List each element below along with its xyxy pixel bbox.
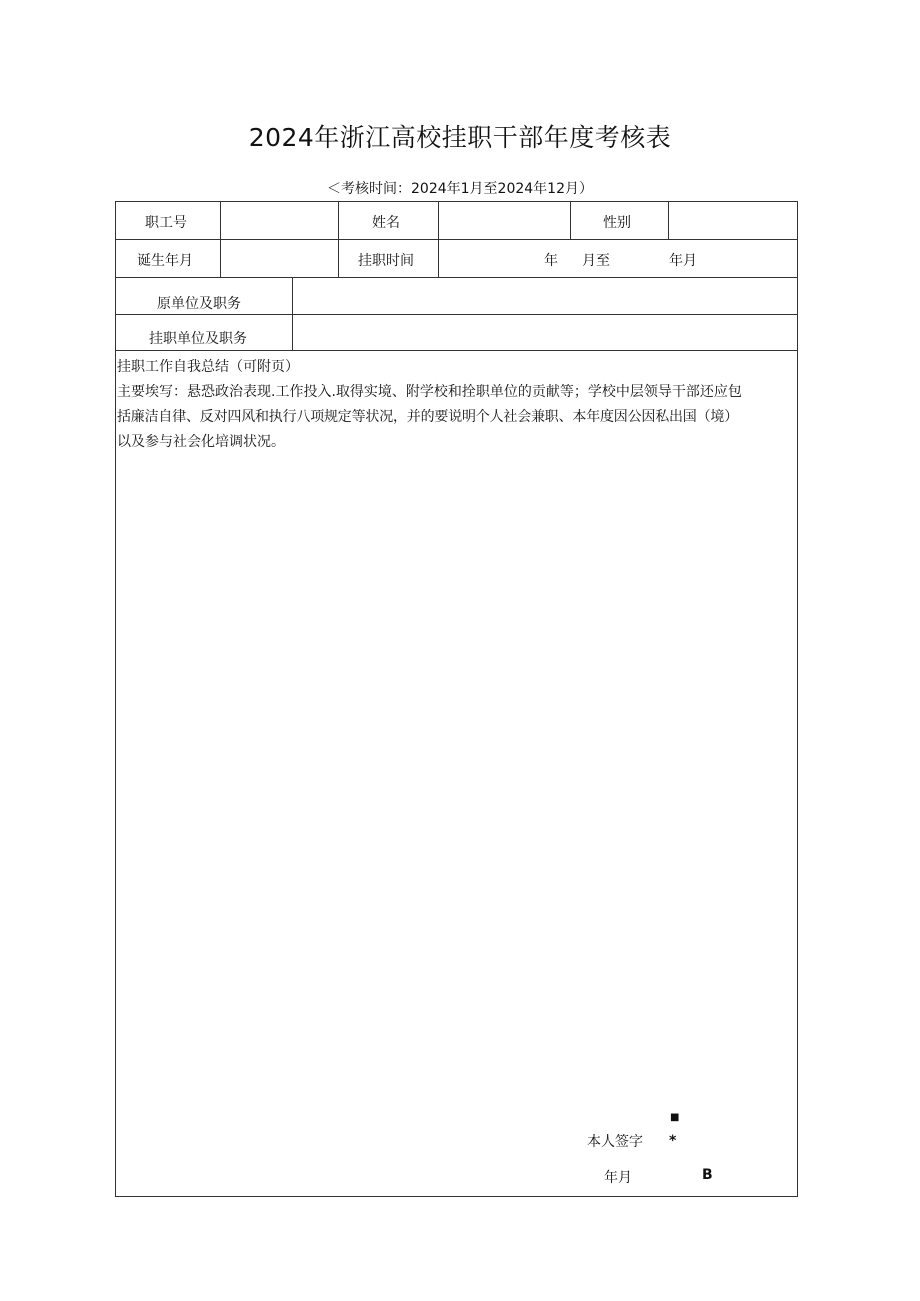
name-field[interactable] [439, 202, 570, 239]
term-year-text: 年 [544, 253, 558, 269]
birth-date-field[interactable] [221, 240, 338, 277]
original-unit-field[interactable] [293, 278, 797, 314]
page-title: 2024年浙江高校挂职干部年度考核表 [248, 123, 672, 152]
signature-star: * [669, 1133, 677, 1149]
staff-no-label: 职工号 [145, 215, 187, 231]
column-divider [570, 201, 571, 239]
summary-heading: 挂职工作自我总结（可附页） [117, 359, 299, 375]
original-unit-label: 原单位及职务 [157, 296, 241, 312]
term-label: 挂职时间 [358, 253, 414, 269]
signature-label: 本人签字 [587, 1134, 643, 1150]
gender-field[interactable] [669, 202, 797, 239]
summary-instruction-line: 括廉洁自律、反对四风和执行八项规定等状况，并的要说明个人社会兼职、本年度因公因私出国（境） [117, 409, 738, 425]
signature-date-mark: B [702, 1167, 713, 1183]
birth-date-label: 诞生年月 [137, 253, 193, 269]
row-divider [115, 239, 798, 240]
name-label: 姓名 [372, 215, 400, 231]
signature-date-label: 年月 [604, 1170, 632, 1186]
summary-instruction-line: 主要埃写：悬恐政治表现.工作投入.取得实境、附学校和拴职单位的贡献等；学校中层领导干部还应包 [117, 384, 742, 400]
column-divider [338, 201, 339, 277]
assessment-period: ＜考核时间：2024年1月至2024年12月） [327, 181, 593, 197]
term-month-to-text: 月至 [582, 253, 610, 269]
staff-no-field[interactable] [221, 202, 338, 239]
summary-instruction-line: 以及参与社会化培调状况。 [117, 434, 285, 450]
signature-mark: ■ [670, 1112, 680, 1123]
secondment-unit-label: 挂职单位及职务 [149, 331, 247, 347]
row-divider [115, 350, 798, 351]
gender-label: 性别 [603, 215, 631, 231]
term-end-text: 年月 [669, 253, 697, 269]
secondment-unit-field[interactable] [293, 315, 797, 350]
self-summary-section[interactable] [117, 355, 797, 455]
